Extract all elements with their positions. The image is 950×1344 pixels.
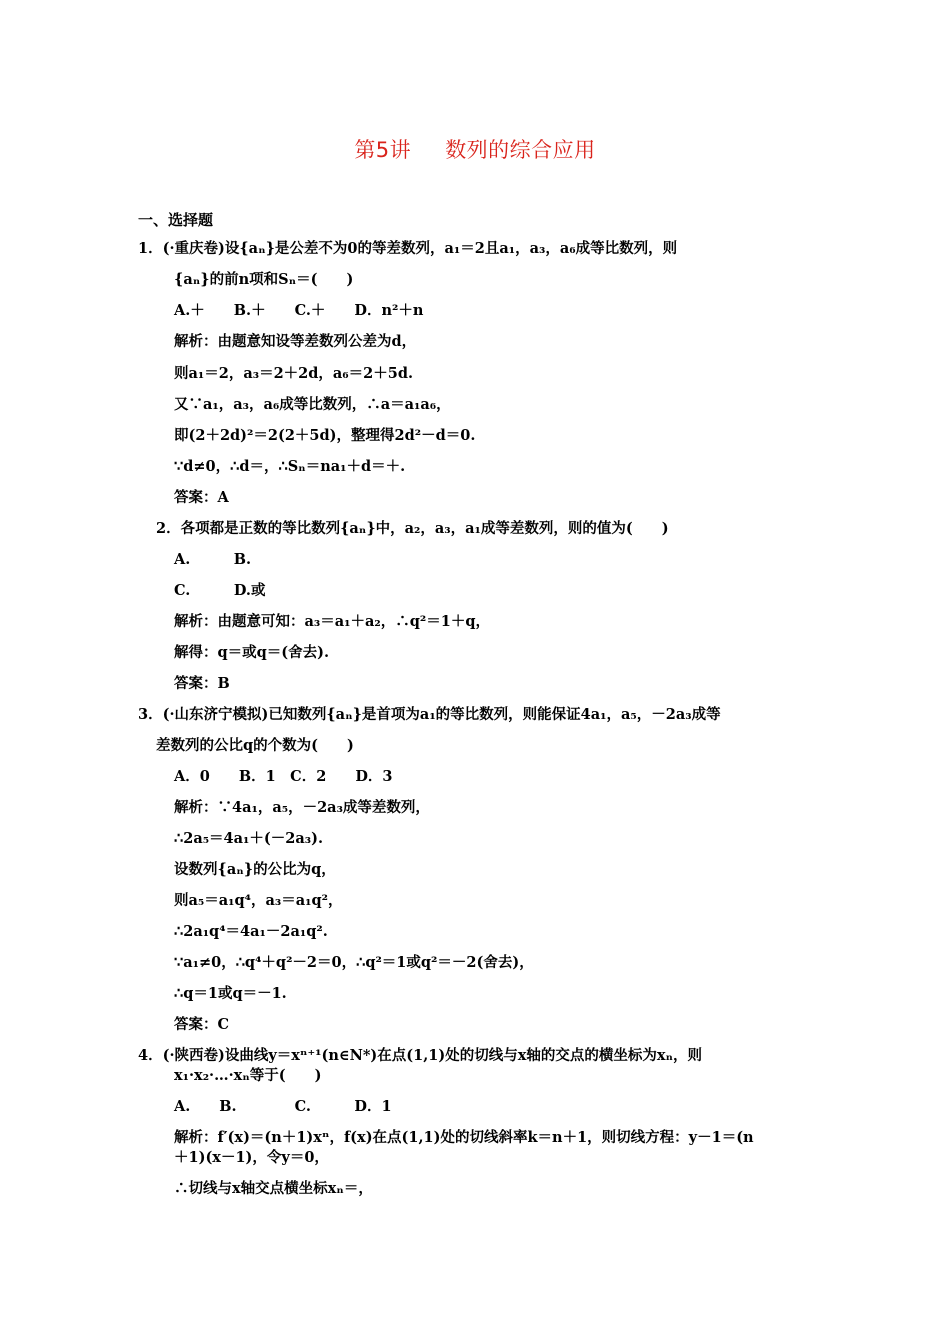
solution-line: 即(2＋2d)²＝2(2＋5d)，整理得2d²－d＝0.	[174, 427, 476, 444]
question-2-line: 2．各项都是正数的等比数列{aₙ}中，a₂，a₃，a₁成等差数列，则的值为( )	[156, 520, 669, 537]
lecture-number: 第5讲	[354, 138, 412, 162]
solution-line: 解析：∵4a₁，a₅，－2a₃成等差数列，	[174, 799, 430, 816]
question-1-line: 1．(·重庆卷)设{aₙ}是公差不为0的等差数列，a₁＝2且a₁，a₃，a₆成等比数列，则	[138, 240, 678, 257]
solution-line: 设数列{aₙ}的公比为q，	[174, 861, 336, 878]
solution-line: ∴切线与x轴交点横坐标xₙ＝，	[174, 1180, 373, 1197]
solution-line: 解析：由题意可知：a₃＝a₁＋a₂，∴q²＝1＋q，	[174, 613, 490, 630]
solution-line: ∴q＝1或q＝－1.	[174, 985, 287, 1002]
solution-line: ＋1)(x－1)，令y＝0，	[174, 1149, 329, 1166]
question-2-options: C. D.或	[174, 582, 266, 599]
solution-line: ∵d≠0，∴d＝，∴Sₙ＝na₁＋d＝＋.	[174, 458, 406, 475]
section-heading: 一、选择题	[138, 211, 214, 229]
question-4-line: x₁·x₂·…·xₙ等于( )	[174, 1067, 322, 1084]
question-1-options: A.＋ B.＋ C.＋ D．n²＋n	[174, 302, 424, 319]
solution-line: ∵a₁≠0，∴q⁴＋q²－2＝0，∴q²＝1或q²＝－2(舍去)，	[174, 954, 534, 971]
solution-line: 又∵a₁，a₃，a₆成等比数列，∴a＝a₁a₆，	[174, 396, 451, 413]
page-title	[0, 134, 950, 164]
lecture-topic: 数列的综合应用	[445, 138, 596, 162]
solution-line: ∴2a₅＝4a₁＋(－2a₃).	[174, 830, 323, 847]
question-3-line: 差数列的公比q的个数为( )	[156, 737, 354, 754]
question-2-options: A. B.	[174, 551, 252, 568]
question-3-line: 3．(·山东济宁模拟)已知数列{aₙ}是首项为a₁的等比数列，则能保证4a₁，a₅，－2a₃成等	[138, 706, 721, 723]
answer-line: 答案：A	[174, 489, 229, 506]
solution-line: 则a₅＝a₁q⁴，a₃＝a₁q²，	[174, 892, 343, 909]
question-3-options: A．0 B．1 C．2 D．3	[174, 768, 393, 785]
answer-line: 答案：B	[174, 675, 230, 692]
solution-line: 解析：f′(x)＝(n＋1)xⁿ，f(x)在点(1,1)处的切线斜率k＝n＋1，则切线方程：y－1＝(n	[174, 1129, 754, 1146]
question-4-line: 4．(·陕西卷)设曲线y＝xⁿ⁺¹(n∈N*)在点(1,1)处的切线与x轴的交点的横坐标为xₙ，则	[138, 1047, 703, 1064]
question-1-line: {aₙ}的前n项和Sₙ＝( )	[174, 271, 354, 288]
question-4-options: A. B. C. D．1	[174, 1098, 392, 1115]
solution-line: 解得：q＝或q＝(舍去).	[174, 644, 330, 661]
solution-line: ∴2a₁q⁴＝4a₁－2a₁q².	[174, 923, 328, 940]
solution-line: 解析：由题意知设等差数列公差为d，	[174, 333, 417, 350]
solution-line: 则a₁＝2，a₃＝2＋2d，a₆＝2＋5d.	[174, 365, 414, 382]
answer-line: 答案：C	[174, 1016, 230, 1033]
